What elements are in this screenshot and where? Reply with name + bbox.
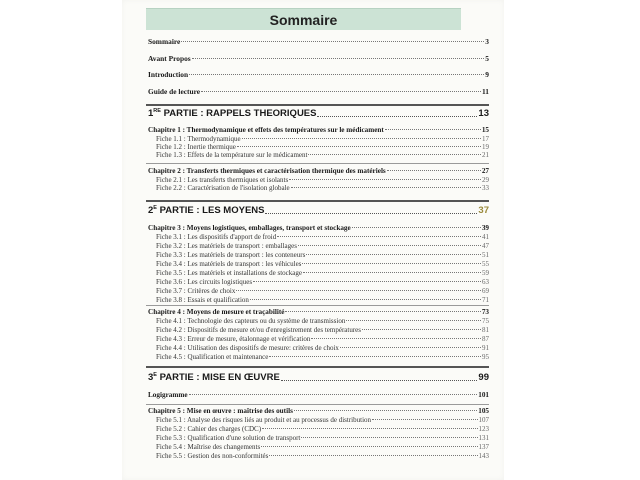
chapter-5[interactable]: Chapitre 5 : Mise en œuvre : maîtrise des outils 105	[148, 407, 489, 415]
fiche-3-5[interactable]: Fiche 3.5 : Les matériels et installations de stockage 59	[156, 269, 489, 277]
fiche-3-3[interactable]: Fiche 3.3 : Les matériels de transport : les conteneurs 51	[156, 251, 489, 259]
toc-entry-introduction[interactable]: Introduction 9	[148, 70, 489, 79]
fiche-5-4[interactable]: Fiche 5.4 : Maîtrise des changements 137	[156, 443, 489, 451]
fiche-4-3[interactable]: Fiche 4.3 : Erreur de mesure, étalonnage et vérification 87	[156, 335, 489, 343]
chapter-divider	[146, 163, 489, 164]
fiche-3-4[interactable]: Fiche 3.4 : Les matériels de transport : les véhicules 55	[156, 260, 489, 268]
logigramme[interactable]: Logigramme 101	[148, 391, 489, 399]
chapter-divider	[146, 404, 489, 405]
fiche-4-1[interactable]: Fiche 4.1 : Technologie des capteurs ou du système de transmission 75	[156, 317, 489, 325]
fiche-1-3[interactable]: Fiche 1.3 : Effets de la température sur le médicament 21	[156, 151, 489, 159]
part-3-heading[interactable]: $3^E$ PARTIE : MISE EN ŒUVRE 99	[148, 372, 489, 383]
book-page	[122, 0, 504, 480]
page-title: Sommaire	[146, 8, 461, 30]
fiche-2-1[interactable]: Fiche 2.1 : Les transferts thermiques et isolants 29	[156, 176, 489, 184]
fiche-3-2[interactable]: Fiche 3.2 : Les matériels de transport : emballages 47	[156, 242, 489, 250]
chapter-4[interactable]: Chapitre 4 : Moyens de mesure et traçabilité 73	[148, 308, 489, 316]
toc-entry-avant-propos[interactable]: Avant Propos 5	[148, 54, 489, 63]
part-2-heading[interactable]: $2^E$ PARTIE : LES MOYENS 37	[148, 205, 489, 216]
toc-entry-guide-de-lecture[interactable]: Guide de lecture 11	[148, 87, 489, 96]
chapter-2[interactable]: Chapitre 2 : Transferts thermiques et caractérisation thermique des matériels 27	[148, 167, 489, 175]
fiche-3-8[interactable]: Fiche 3.8 : Essais et qualification 71	[156, 296, 489, 304]
fiche-4-5[interactable]: Fiche 4.5 : Qualification et maintenance 95	[156, 353, 489, 361]
part-1-heading[interactable]: 1RE PARTIE : RAPPELS THEORIQUES 13	[148, 108, 489, 119]
fiche-5-2[interactable]: Fiche 5.2 : Cahier des charges (CDC) 123	[156, 425, 489, 433]
fiche-4-2[interactable]: Fiche 4.2 : Dispositifs de mesure et/ou d'enregistrement des températures 81	[156, 326, 489, 334]
chapter-divider	[146, 305, 489, 306]
fiche-3-1[interactable]: Fiche 3.1 : Les dispositifs d'apport de froid 41	[156, 233, 489, 241]
fiche-3-7[interactable]: Fiche 3.7 : Critères de choix 69	[156, 287, 489, 295]
fiche-5-1[interactable]: Fiche 5.1 : Analyse des risques liés au produit et au processus de distribution 107	[156, 416, 489, 424]
part-divider	[146, 200, 489, 202]
fiche-1-1[interactable]: Fiche 1.1 : Thermodynamique 17	[156, 135, 489, 143]
fiche-1-2[interactable]: Fiche 1.2 : Inertie thermique 19	[156, 143, 489, 151]
fiche-3-6[interactable]: Fiche 3.6 : Les circuits logistiques 63	[156, 278, 489, 286]
fiche-5-5[interactable]: Fiche 5.5 : Gestion des non-conformités 143	[156, 452, 489, 460]
toc-entry-sommaire[interactable]: Sommaire 3	[148, 37, 489, 46]
fiche-2-2[interactable]: Fiche 2.2 : Caractérisation de l'isolation globale 33	[156, 184, 489, 192]
fiche-5-3[interactable]: Fiche 5.3 : Qualification d'une solution de transport 131	[156, 434, 489, 442]
fiche-4-4[interactable]: Fiche 4.4 : Utilisation des dispositifs de mesure: critères de choix 91	[156, 344, 489, 352]
part-divider	[146, 104, 489, 106]
chapter-3[interactable]: Chapitre 3 : Moyens logistiques, emballages, transport et stockage 39	[148, 224, 489, 232]
chapter-1[interactable]: Chapitre 1 : Thermodynamique et effets des températures sur le médicament 15	[148, 126, 489, 134]
part-divider	[146, 366, 489, 368]
